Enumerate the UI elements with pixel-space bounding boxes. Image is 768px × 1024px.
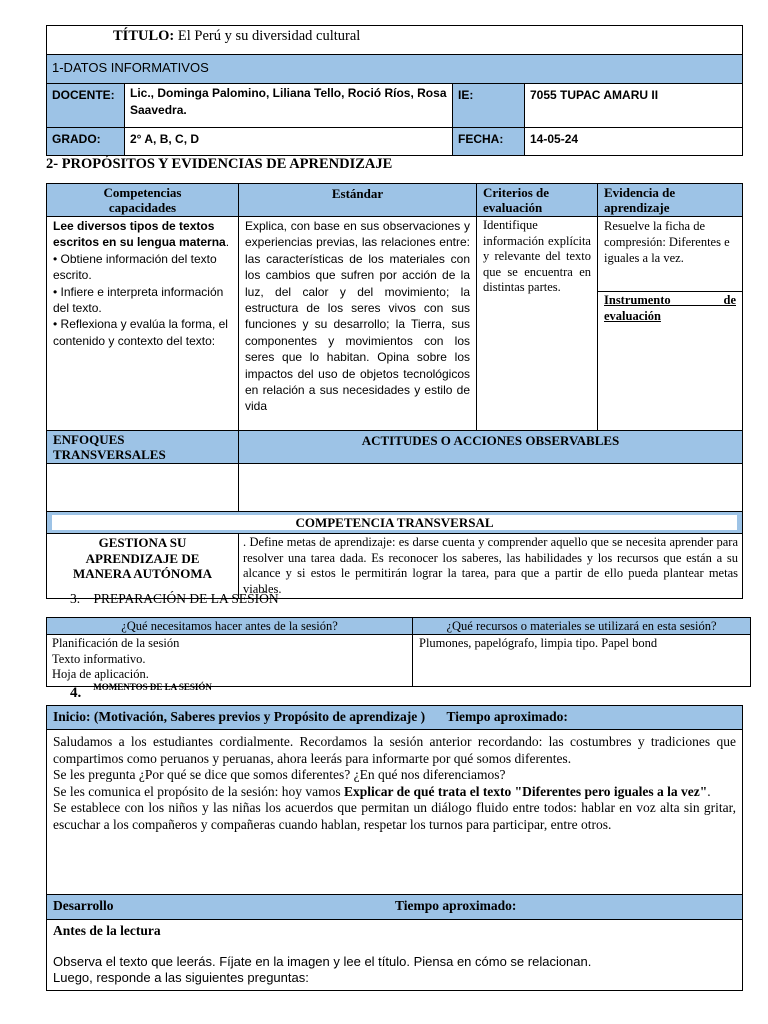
enfoques-label: ENFOQUES TRANSVERSALES: [47, 431, 239, 464]
section3-title: PREPARACIÓN DE LA SESIÓN: [93, 591, 279, 606]
section3-number: 3.: [70, 591, 81, 606]
preparacion-col1-cell: [47, 635, 413, 687]
capacidad-item: • Reflexiona y evalúa la forma, el contenido y contexto del texto:: [53, 317, 228, 348]
ie-value: 7055 TUPAC AMARU II: [525, 84, 743, 128]
desarrollo-tiempo-label: Tiempo aproximado:: [395, 898, 517, 913]
desarrollo-label: Desarrollo: [53, 898, 114, 913]
datos-informativos-table: [46, 25, 743, 156]
capacidad-item: • Infiere e interpreta información del texto.: [53, 284, 224, 316]
ie-label: IE:: [453, 84, 525, 128]
inicio-header: [47, 706, 743, 730]
competencia-title: Lee diversos tipos de textos escritos en su lengua materna: [53, 219, 226, 250]
proposito-bold: Explicar de qué trata el texto "Diferentes pero iguales a la vez": [343, 783, 708, 799]
criterios-header: Criterios de evaluación: [477, 184, 598, 217]
actitudes-label: ACTITUDES O ACCIONES OBSERVABLES: [239, 431, 743, 464]
competencias-header: Competencias capacidades: [47, 184, 239, 217]
antes-paragraph: Observa el texto que leerás. Fíjate en la imagen y lee el título. Piensa en cómo se relacionan.: [53, 953, 592, 969]
desarrollo-header: [47, 895, 743, 920]
title-cell: [47, 26, 743, 55]
preparacion-item: Texto informativo.: [52, 651, 146, 666]
docente-value: Lic., Dominga Palomino, Liliana Tello, Roció Ríos, Rosa Saavedra.: [125, 84, 453, 128]
preparacion-col1-header: ¿Qué necesitamos hacer antes de la sesión?: [47, 618, 413, 635]
fecha-label: FECHA:: [453, 128, 525, 156]
fecha-value: 14-05-24: [525, 128, 743, 156]
propositos-table: [46, 183, 743, 599]
gestiona-text: . Define metas de aprendizaje: es darse cuenta y comprender aquello que se necesita aprender para resolver una tarea dada. Es reconocer los saberes, las habilidades y los recursos que están a su alcance y si estos le permitirán lograr la tarea, para que a partir de ello pueda plantear metas viables.: [239, 534, 743, 599]
preparacion-col2-text: Plumones, papelógrafo, limpia tipo. Papel bond: [413, 635, 751, 687]
antes-lectura-label: Antes de la lectura: [53, 923, 161, 938]
section4-heading: [70, 684, 212, 702]
instrumento-label: Instrumento de evaluación: [604, 293, 736, 323]
grado-value: 2° A, B, C, D: [125, 128, 453, 156]
section2-heading: 2- PROPÓSITOS Y EVIDENCIAS DE APRENDIZAJE: [46, 156, 393, 172]
competencia-transversal-label: COMPETENCIA TRANSVERSAL: [52, 515, 737, 530]
evidencia-text: Resuelve la ficha de compresión: Diferentes e iguales a la vez.: [598, 217, 742, 292]
capacidad-item: • Obtiene información del texto escrito.: [53, 251, 217, 283]
inicio-label: Inicio: (Motivación, Saberes previos y Propósito de aprendizaje ): [53, 709, 426, 724]
preparacion-item: Planificación de la sesión: [52, 636, 180, 650]
preparacion-table: [46, 617, 751, 687]
grado-label: GRADO:: [47, 128, 125, 156]
proposito-end: .: [707, 783, 711, 799]
evidencia-cell: [598, 217, 743, 431]
preparacion-item: Hoja de aplicación.: [52, 667, 149, 681]
section4-title: MOMENTOS DE LA SESIÓN: [93, 682, 212, 692]
capacidades-list: [53, 251, 232, 349]
preparacion-col2-header: ¿Qué recursos o materiales se utilizará en esta sesión?: [413, 618, 751, 635]
competencias-cell: Lee diversos tipos de textos escritos en su lengua materna. • Obtiene información del texto escrito. • Infiere e interpreta información del texto. • Reflexiona y evalúa la forma, el contenido y contexto del texto:: [47, 217, 239, 431]
desarrollo-content: [47, 920, 743, 991]
inicio-paragraph: [53, 784, 736, 801]
inicio-tiempo-label: Tiempo aproximado:: [446, 709, 568, 724]
estandar-header: Estándar: [239, 184, 477, 217]
inicio-paragraph: Saludamos a los estudiantes cordialmente. Recordamos la sesión anterior recordando: las costumbres y tradiciones que compartimos como peruanos y peruanas, ahora leerás para informarte por qué somos diferentes.: [53, 734, 736, 766]
datos-informativos-header: 1-DATOS INFORMATIVOS: [47, 55, 743, 84]
proposito-text: Se les comunica el propósito de la sesión: hoy vamos: [53, 783, 344, 799]
antes-paragraph: Luego, responde a las siguientes preguntas:: [53, 970, 309, 985]
inicio-content: [47, 730, 743, 895]
enfoques-empty-cell: [47, 464, 239, 512]
criterios-text: Identifique información explícita y relevante del texto que se encuentra en distintas partes.: [477, 217, 598, 431]
title-label: TÍTULO:: [113, 28, 175, 44]
estandar-text: Explica, con base en sus observaciones y experiencias previas, las relaciones entre: las características de los materiales con los cambios que sufren por acción de la luz, del calor y del movimiento; la estructura de los seres vivos con sus funciones y su desarrollo; la Tierra, sus componentes y movimientos con los seres que lo habitan. Opina sobre los impactos del uso de objetos tecnológicos en relación a sus necesidades y estilo de vida: [239, 217, 477, 431]
inicio-paragraph: Se les pregunta ¿Por qué se dice que somos diferentes? ¿En qué nos diferenciamos?: [53, 767, 506, 782]
gestiona-label: GESTIONA SU APRENDIZAJE DE MANERA AUTÓNOMA: [47, 534, 239, 599]
momentos-table: [46, 705, 743, 991]
section4-number: 4.: [70, 685, 82, 701]
title-value: El Perú y su diversidad cultural: [177, 28, 361, 44]
evidencia-header: Evidencia de aprendizaje: [598, 184, 743, 217]
section3-heading: [70, 591, 279, 607]
docente-label: DOCENTE:: [47, 84, 125, 128]
inicio-paragraph: Se establece con los niños y las niñas los acuerdos que permitan un diálogo fluido entre todos: hablar en voz alta sin gritar, escuchar a los compañeros y compañeras cuando hablan, respetar los turnos para participar, entre otros.: [53, 800, 736, 832]
competencia-transversal-row: [47, 512, 743, 534]
actitudes-empty-cell: [239, 464, 743, 512]
